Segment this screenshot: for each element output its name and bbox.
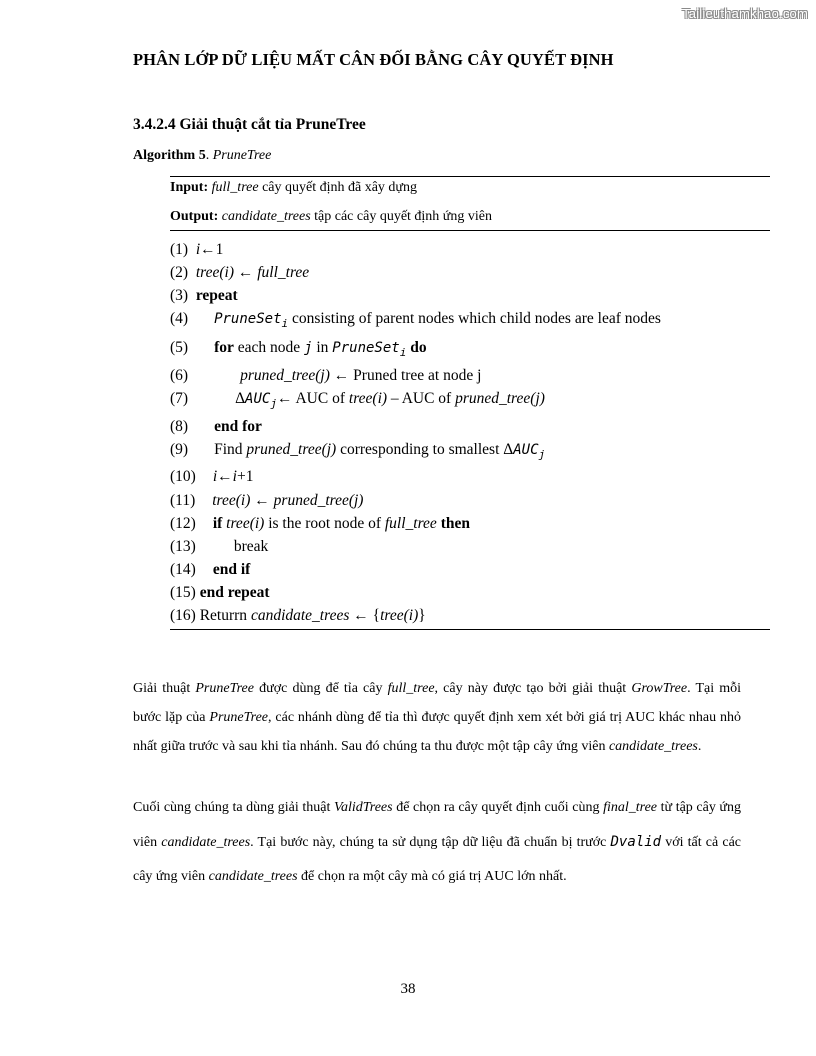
para-text: được dùng để tỉa cây — [259, 681, 383, 696]
line-var: full_tree — [257, 264, 310, 281]
algorithm-line-8 — [170, 418, 262, 436]
section-title: 3.4.2.4 Giải thuật cắt tỉa PruneTree — [133, 116, 366, 133]
line-number: (10) — [170, 468, 196, 485]
para-text: , cây này được tạo bởi giải thuật — [434, 681, 627, 696]
para-italic: candidate_trees — [208, 869, 298, 884]
para-italic: full_tree — [387, 681, 435, 696]
output-var: candidate_trees — [221, 209, 311, 224]
para-text: Giải thuật — [133, 681, 191, 696]
delta-symbol: Δ — [235, 390, 246, 407]
line-keyword: then — [440, 515, 470, 532]
line-number: (16) — [170, 607, 196, 624]
line-text: consisting of parent nodes which child nodes are leaf nodes — [292, 310, 661, 327]
output-desc: tập các cây quyết định ứng viên — [314, 209, 492, 224]
line-math: PruneSet$_i$ — [332, 340, 407, 359]
para-italic: candidate_trees — [608, 739, 698, 754]
line-keyword: end if — [212, 561, 251, 578]
line-var: tree(i) — [212, 492, 251, 509]
para-italic: Dvalid — [610, 834, 662, 850]
algorithm-output — [170, 209, 492, 225]
algorithm-line-14 — [170, 561, 250, 579]
line-text: ← — [237, 264, 254, 281]
algorithm-line-11 — [170, 492, 363, 510]
line-var: pruned_tree(j) — [273, 492, 364, 509]
line-number: (8) — [170, 418, 189, 435]
line-var: i — [195, 241, 201, 258]
para-text: . Tại bước này, chúng ta sử dụng tập dữ liệu đã chuẩn bị trước — [250, 835, 607, 850]
line-var: tree(i) — [195, 264, 234, 281]
para-text: để chọn ra cây quyết định cuối cùng — [396, 800, 600, 815]
line-number: (4) — [170, 310, 189, 327]
line-math: PruneSet$_i$ — [214, 311, 289, 330]
algorithm-line-1 — [170, 241, 223, 259]
line-keyword: for — [214, 339, 234, 356]
algorithm-line-15 — [170, 584, 270, 602]
para-text: từ tập cây ứng viên — [133, 800, 742, 850]
line-number: (12) — [170, 515, 196, 532]
line-var: i — [232, 468, 237, 485]
para-text: . Tại mỗi bước lặp của — [133, 681, 742, 725]
line-math: j — [304, 340, 313, 356]
algorithm-bottom-rule — [170, 629, 770, 630]
para-italic: ValidTrees — [333, 800, 393, 815]
line-var: candidate_trees — [250, 607, 350, 624]
algorithm-line-7 — [170, 390, 545, 410]
line-number: (13) — [170, 538, 196, 555]
line-var: tree(i) — [226, 515, 265, 532]
algorithm-mid-rule — [170, 230, 770, 231]
algorithm-label: Algorithm 5 — [133, 148, 206, 163]
line-number: (2) — [170, 264, 189, 281]
line-text: } — [418, 607, 426, 624]
algorithm-line-4 — [170, 310, 661, 330]
line-number: (6) — [170, 367, 189, 384]
line-text: break — [233, 538, 269, 555]
algorithm-name: PruneTree — [212, 148, 272, 163]
line-number: (1) — [170, 241, 189, 258]
line-text: in — [316, 339, 329, 356]
line-text: ← Pruned tree at node j — [333, 367, 482, 384]
input-label: Input: — [170, 180, 209, 195]
line-var: pruned_tree(j) — [240, 367, 330, 384]
para-italic: PruneTree — [195, 681, 254, 696]
algorithm-line-13 — [170, 538, 268, 556]
input-var: full_tree — [211, 180, 259, 195]
para-italic: candidate_trees — [161, 835, 251, 850]
line-var: tree(i) — [380, 607, 419, 624]
para-italic: final_tree — [603, 800, 657, 815]
algorithm-line-2 — [170, 264, 309, 282]
line-math: $AUC_j$ — [513, 442, 546, 461]
line-var: pruned_tree(j) — [246, 441, 337, 458]
line-keyword: repeat — [195, 287, 238, 304]
line-number: (3) — [170, 287, 189, 304]
algorithm-top-rule — [170, 176, 770, 177]
algorithm-line-5 — [170, 339, 427, 359]
line-keyword: end for — [214, 418, 262, 435]
input-desc: cây quyết định đã xây dựng — [262, 180, 417, 195]
algorithm-input — [170, 180, 417, 196]
line-var: full_tree — [384, 515, 437, 532]
paragraph-validtrees — [133, 791, 741, 894]
line-text: ← AUC of — [276, 390, 346, 407]
line-number: (9) — [170, 441, 189, 458]
line-text: Find — [214, 441, 243, 458]
caption-separator: . — [205, 148, 210, 163]
para-text: . — [697, 739, 702, 754]
line-number: (15) — [170, 584, 196, 601]
page-number: 38 — [400, 981, 416, 997]
line-var: pruned_tree(j) — [455, 390, 545, 407]
para-italic: PruneTree — [209, 710, 268, 725]
algorithm-line-10 — [170, 468, 253, 486]
line-var: tree(i) — [348, 390, 388, 407]
paragraph-prunetree — [133, 674, 741, 761]
line-text: – AUC of — [390, 390, 452, 407]
line-text: +1 — [236, 468, 254, 485]
line-keyword: end repeat — [199, 584, 270, 601]
para-text: Cuối cùng chúng ta dùng giải thuật — [133, 800, 331, 815]
line-number: (14) — [170, 561, 196, 578]
line-text: ← — [254, 492, 270, 509]
para-text: để chọn ra một cây mà có giá trị AUC lớn nhất. — [301, 869, 567, 884]
line-keyword: do — [410, 339, 427, 356]
line-text: each node — [237, 339, 301, 356]
para-italic: GrowTree — [631, 681, 688, 696]
line-number: (5) — [170, 339, 189, 356]
line-math: $AUC_j$ — [245, 391, 277, 410]
algorithm-line-12 — [170, 515, 470, 533]
line-text: ← — [217, 468, 233, 485]
line-keyword: if — [212, 515, 223, 532]
algorithm-caption — [133, 148, 271, 164]
algorithm-line-9 — [170, 441, 545, 461]
line-number: (11) — [170, 492, 196, 509]
algorithm-line-6 — [170, 367, 481, 385]
watermark: Tailieuthamkhao.com — [682, 6, 808, 21]
line-number: (7) — [170, 390, 189, 407]
line-var: i — [212, 468, 218, 485]
line-text: Returrn — [199, 607, 248, 624]
algorithm-line-3 — [170, 287, 238, 305]
chapter-title: PHÂN LỚP DỮ LIỆU MẤT CÂN ĐỐI BẰNG CÂY QUYẾT ĐỊNH — [133, 50, 614, 69]
line-text: ←1 — [200, 241, 224, 258]
para-text: , các nhánh dùng để tỉa thì được quyết định xem xét bởi giá trị AUC khác nhau nhỏ nhất giữa trước và sau khi tỉa nhánh. Sau đó chúng ta thu được một tập cây ứng viên — [133, 710, 741, 754]
line-text: corresponding to smallest Δ — [340, 441, 514, 458]
algorithm-line-16 — [170, 607, 426, 625]
line-text: ← { — [353, 607, 381, 624]
output-label: Output: — [170, 209, 219, 224]
line-text: is the root node of — [268, 515, 381, 532]
para-text: với tất cả các cây ứng viên — [133, 835, 741, 884]
